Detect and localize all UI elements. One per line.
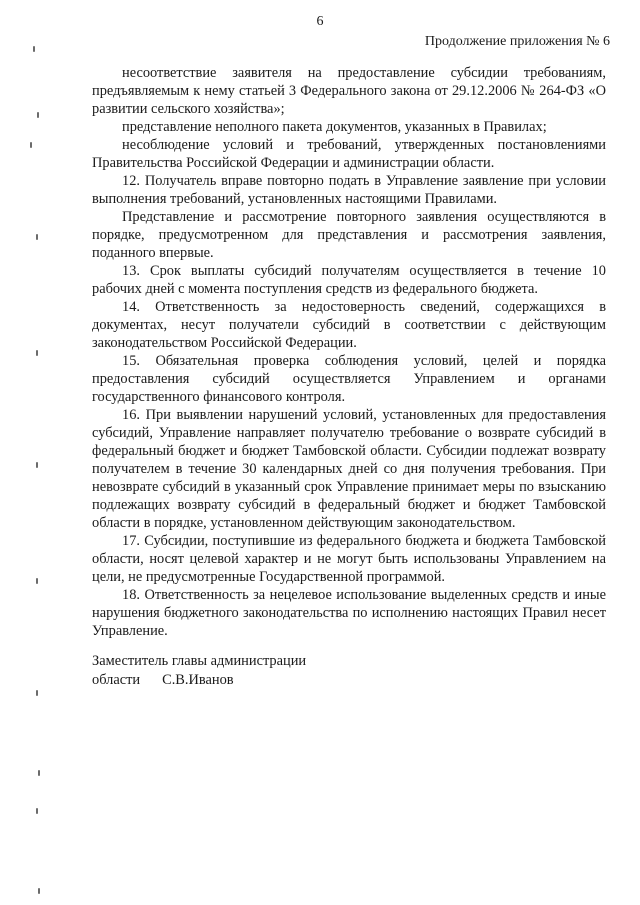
scan-speck (30, 142, 32, 148)
page-number: 6 (316, 14, 324, 29)
paragraph-16: 16. При выявлении нарушений условий, установленных для предоставления субсидий, Управление направляет получателю требование о возврате субсидий в федеральный бюджет и бюджет Тамбовской области. Субсидии подлежат возврату получателем в течение 30 календарных дней со дня получения требования. При невозврате субсидий в указанный срок Управление принимает меры по взысканию подлежащих возврату субсидий в федеральный бюджет и бюджет Тамбовской области в порядке, установленном действующим законодательством. (92, 407, 606, 531)
paragraph-12-cont: Представление и рассмотрение повторного заявления осуществляются в порядке, предусмотренном для представления и рассмотрения заявления, поданного впервые. (92, 209, 606, 261)
paragraph-item-3: несоблюдение условий и требований, утвержденных постановлениями Правительства Российской Федерации и администрации области. (92, 137, 606, 171)
paragraph-item-2: представление неполного пакета документов, указанных в Правилах; (122, 119, 547, 135)
paragraph-17: 17. Субсидии, поступившие из федерального бюджета и бюджета Тамбовской области, носят целевой характер и не могут быть использованы Управлением на цели, не предусмотренные Государственной программой. (92, 533, 606, 585)
scan-speck (36, 690, 38, 696)
scan-speck (36, 234, 38, 240)
scan-speck (36, 578, 38, 584)
appendix-continuation-label: Продолжение приложения № 6 (424, 34, 610, 49)
signatory-line-2 (92, 671, 306, 690)
paragraph-18: 18. Ответственность за нецелевое использование выделенных средств и иные нарушения бюджетного законодательства по исполнению настоящих Правил несет Управление. (92, 587, 606, 639)
scan-speck (33, 46, 35, 52)
signatory-name: С.В.Иванов (162, 672, 234, 688)
signature-block (92, 652, 306, 690)
signatory-title-cont: области (92, 672, 141, 688)
paragraph-12: 12. Получатель вправе повторно подать в Управление заявление при условии выполнения требований, установленных настоящими Правилами. (92, 173, 606, 207)
scan-speck (36, 808, 38, 814)
paragraph-item-1: несоответствие заявителя на предоставление субсидии требованиям, предъявляемым к нему статьей 3 Федерального закона от 29.12.2006 № 264-ФЗ «О развитии сельского хозяйства»; (92, 65, 606, 117)
document-body (92, 64, 606, 640)
scan-speck (36, 462, 38, 468)
scan-speck (38, 770, 40, 776)
scan-speck (38, 888, 40, 894)
paragraph-13: 13. Срок выплаты субсидий получателям осуществляется в течение 10 рабочих дней с момента поступления средств из федерального бюджета. (92, 263, 606, 297)
signatory-title: Заместитель главы администрации (92, 653, 307, 669)
scan-speck (37, 112, 39, 118)
scan-speck (36, 350, 38, 356)
paragraph-14: 14. Ответственность за недостоверность сведений, содержащихся в документах, несут получатели субсидий в соответствии с действующим законодательством Российской Федерации. (92, 299, 606, 351)
paragraph-15: 15. Обязательная проверка соблюдения условий, целей и порядка предоставления субсидий осуществляется Управлением и органами государственного финансового контроля. (92, 353, 606, 405)
